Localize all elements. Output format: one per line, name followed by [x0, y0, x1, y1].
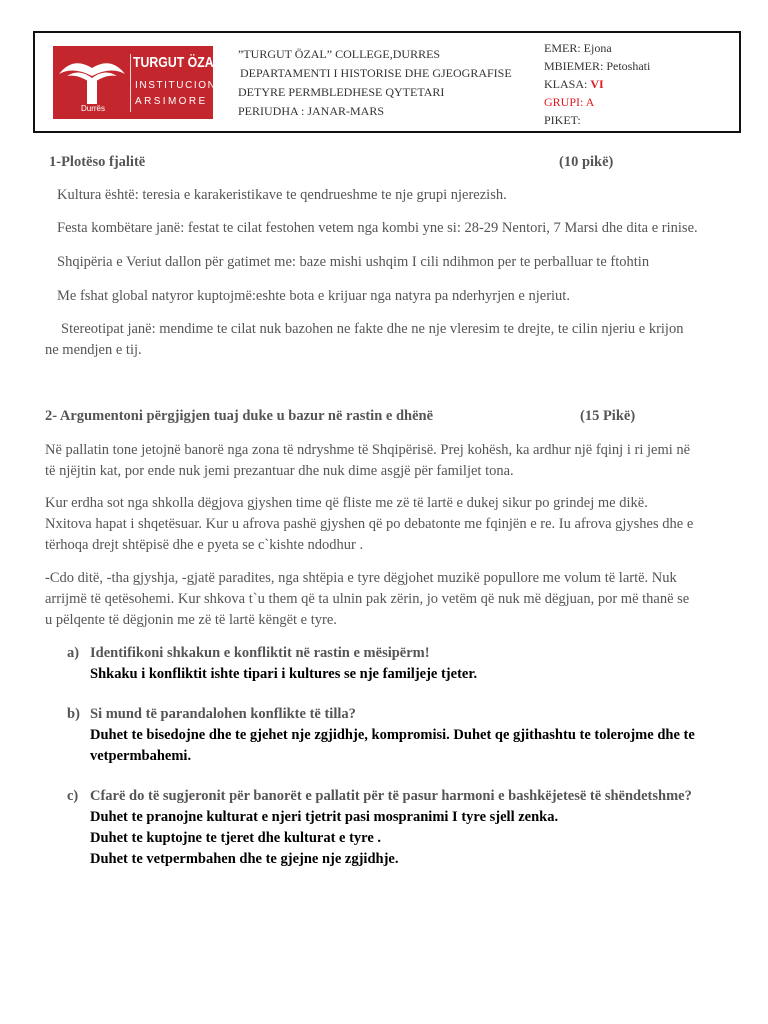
- case-paragraph-3c: u pëlqente të dëgjonin me zë të lartë këngët e tyre.: [45, 612, 337, 628]
- answer-b-line1: Duhet te bisedojne dhe te gjehet nje zgjidhje, kompromisi. Duhet qe gjithashtu te tolerojme dhe te: [90, 727, 695, 743]
- school-logo: [53, 46, 233, 119]
- student-class: [544, 75, 650, 93]
- section1-title: 1-Plotëso fjalitë: [49, 154, 146, 170]
- logo-city: Durrës: [81, 104, 106, 113]
- case-paragraph-2a: Kur erdha sot nga shkolla dëgjova gjyshen time që fliste me zë të lartë e dukej sikur po grindej me dikë.: [45, 495, 648, 511]
- class-value: VI: [590, 77, 604, 91]
- student-last-name: MBIEMER: Petoshati: [544, 59, 651, 73]
- sentence-culture: Kultura është: teresia e karakeristikave te qendrueshme te nje grupi njerezish.: [57, 187, 507, 203]
- section1-points: (10 pikë): [559, 154, 614, 170]
- question-c-marker: c): [67, 788, 79, 804]
- header-box: [33, 31, 741, 133]
- case-paragraph-3a: -Cdo ditë, -tha gjyshja, -gjatë paradites, nga shtëpia e tyre dëgjohet muzikë popullore me volum të lartë. Nuk: [45, 570, 677, 586]
- answer-c-line1: Duhet te pranojne kulturat e njeri tjetrit pasi mospranimi I tyre sjell zenka.: [90, 809, 559, 825]
- student-points: PIKET:: [544, 113, 581, 127]
- question-b-marker: b): [67, 706, 80, 722]
- class-label: KLASA:: [544, 77, 591, 91]
- answer-b-line2: vetpermbahemi.: [90, 748, 192, 764]
- case-paragraph-1b: të njëjtin kat, por ende nuk jemi prezantuar dhe nuk dime asgjë për familjet tona.: [45, 463, 514, 479]
- question-a: Identifikoni shkakun e konfliktit në rastin e mësipërm!: [90, 645, 430, 661]
- sentence-national-holidays: Festa kombëtare janë: festat te cilat festohen vetem nga kombi yne si: 28-29 Nentori, 7 Marsi dhe dita e rinise.: [57, 220, 698, 236]
- sentence-stereotypes-1: Stereotipat janë: mendime te cilat nuk bazohen ne fakte dhe ne nje vleresim te drejte, te cilin njeriu e krijon: [61, 321, 684, 337]
- sentence-north-albania: Shqipëria e Veriut dallon për gatimet me: baze mishi ushqim I cili ndihmon per te perballuar te ftohtin: [57, 254, 650, 270]
- assignment-title: DETYRE PERMBLEDHESE QYTETARI: [238, 85, 445, 99]
- case-paragraph-2b: Nxitova hapat i shqetësuar. Kur u afrova pashë gjyshen që po debatonte me fqinjën e re. Iu afrova gjyshes dhe e: [45, 516, 694, 532]
- answer-c-line3: Duhet te vetpermbahen dhe te gjejne nje zgjidhje.: [90, 851, 399, 867]
- question-c: Cfarë do të sugjeronit për banorët e pallatit për të pasur harmoni e bashkëjetesë të shëndetshme?: [90, 788, 692, 804]
- logo-brand-sub1: INSTITUCIONET: [135, 80, 233, 91]
- section2-title: 2- Argumentoni përgjigjen tuaj duke u bazur në rastin e dhënë: [45, 408, 434, 424]
- logo-divider: [130, 54, 131, 112]
- case-paragraph-3b: arrijmë të qetësohemi. Kur shkova t`u them që ta ulnin pak zërin, jo vetëm që nuk më dëgjuan, por më thanë se: [45, 591, 690, 607]
- header-info: [238, 45, 512, 121]
- period: PERIUDHA : JANAR-MARS: [238, 104, 385, 118]
- section2-points: (15 Pikë): [580, 408, 636, 424]
- question-a-marker: a): [67, 645, 80, 661]
- sentence-global-village: Me fshat global natyror kuptojmë:eshte bota e krijuar nga natyra pa nderhyrjen e njeriut.: [57, 288, 570, 304]
- answer-a: Shkaku i konfliktit ishte tipari i kultures se nje familjeje tjeter.: [90, 666, 478, 682]
- logo-brand-sub2: ARSIMORE: [135, 96, 208, 107]
- answer-c-line2: Duhet te kuptojne te tjeret dhe kulturat e tyre .: [90, 830, 382, 846]
- case-paragraph-1a: Në pallatin tone jetojnë banorë nga zona të ndryshme të Shqipërisë. Prej kohësh, ka ardhur një fqinj i ri jemi në: [45, 442, 691, 458]
- question-b: Si mund të parandalohen konflikte të tilla?: [90, 706, 356, 722]
- student-group: GRUPI: A: [544, 95, 595, 109]
- student-first-name: EMER: Ejona: [544, 41, 612, 55]
- department-name: DEPARTAMENTI I HISTORISE DHE GJEOGRAFISE: [240, 66, 512, 80]
- case-paragraph-2c: tërhoqa drejt shtëpisë dhe e pyeta se c`kishte ndodhur .: [45, 537, 364, 553]
- sentence-stereotypes-2: ne mendjen e tij.: [45, 342, 142, 358]
- school-name: ”TURGUT ÖZAL” COLLEGE,DURRES: [238, 47, 441, 61]
- logo-brand-name: TURGUT ÖZAL: [133, 54, 222, 71]
- student-info: [544, 39, 650, 129]
